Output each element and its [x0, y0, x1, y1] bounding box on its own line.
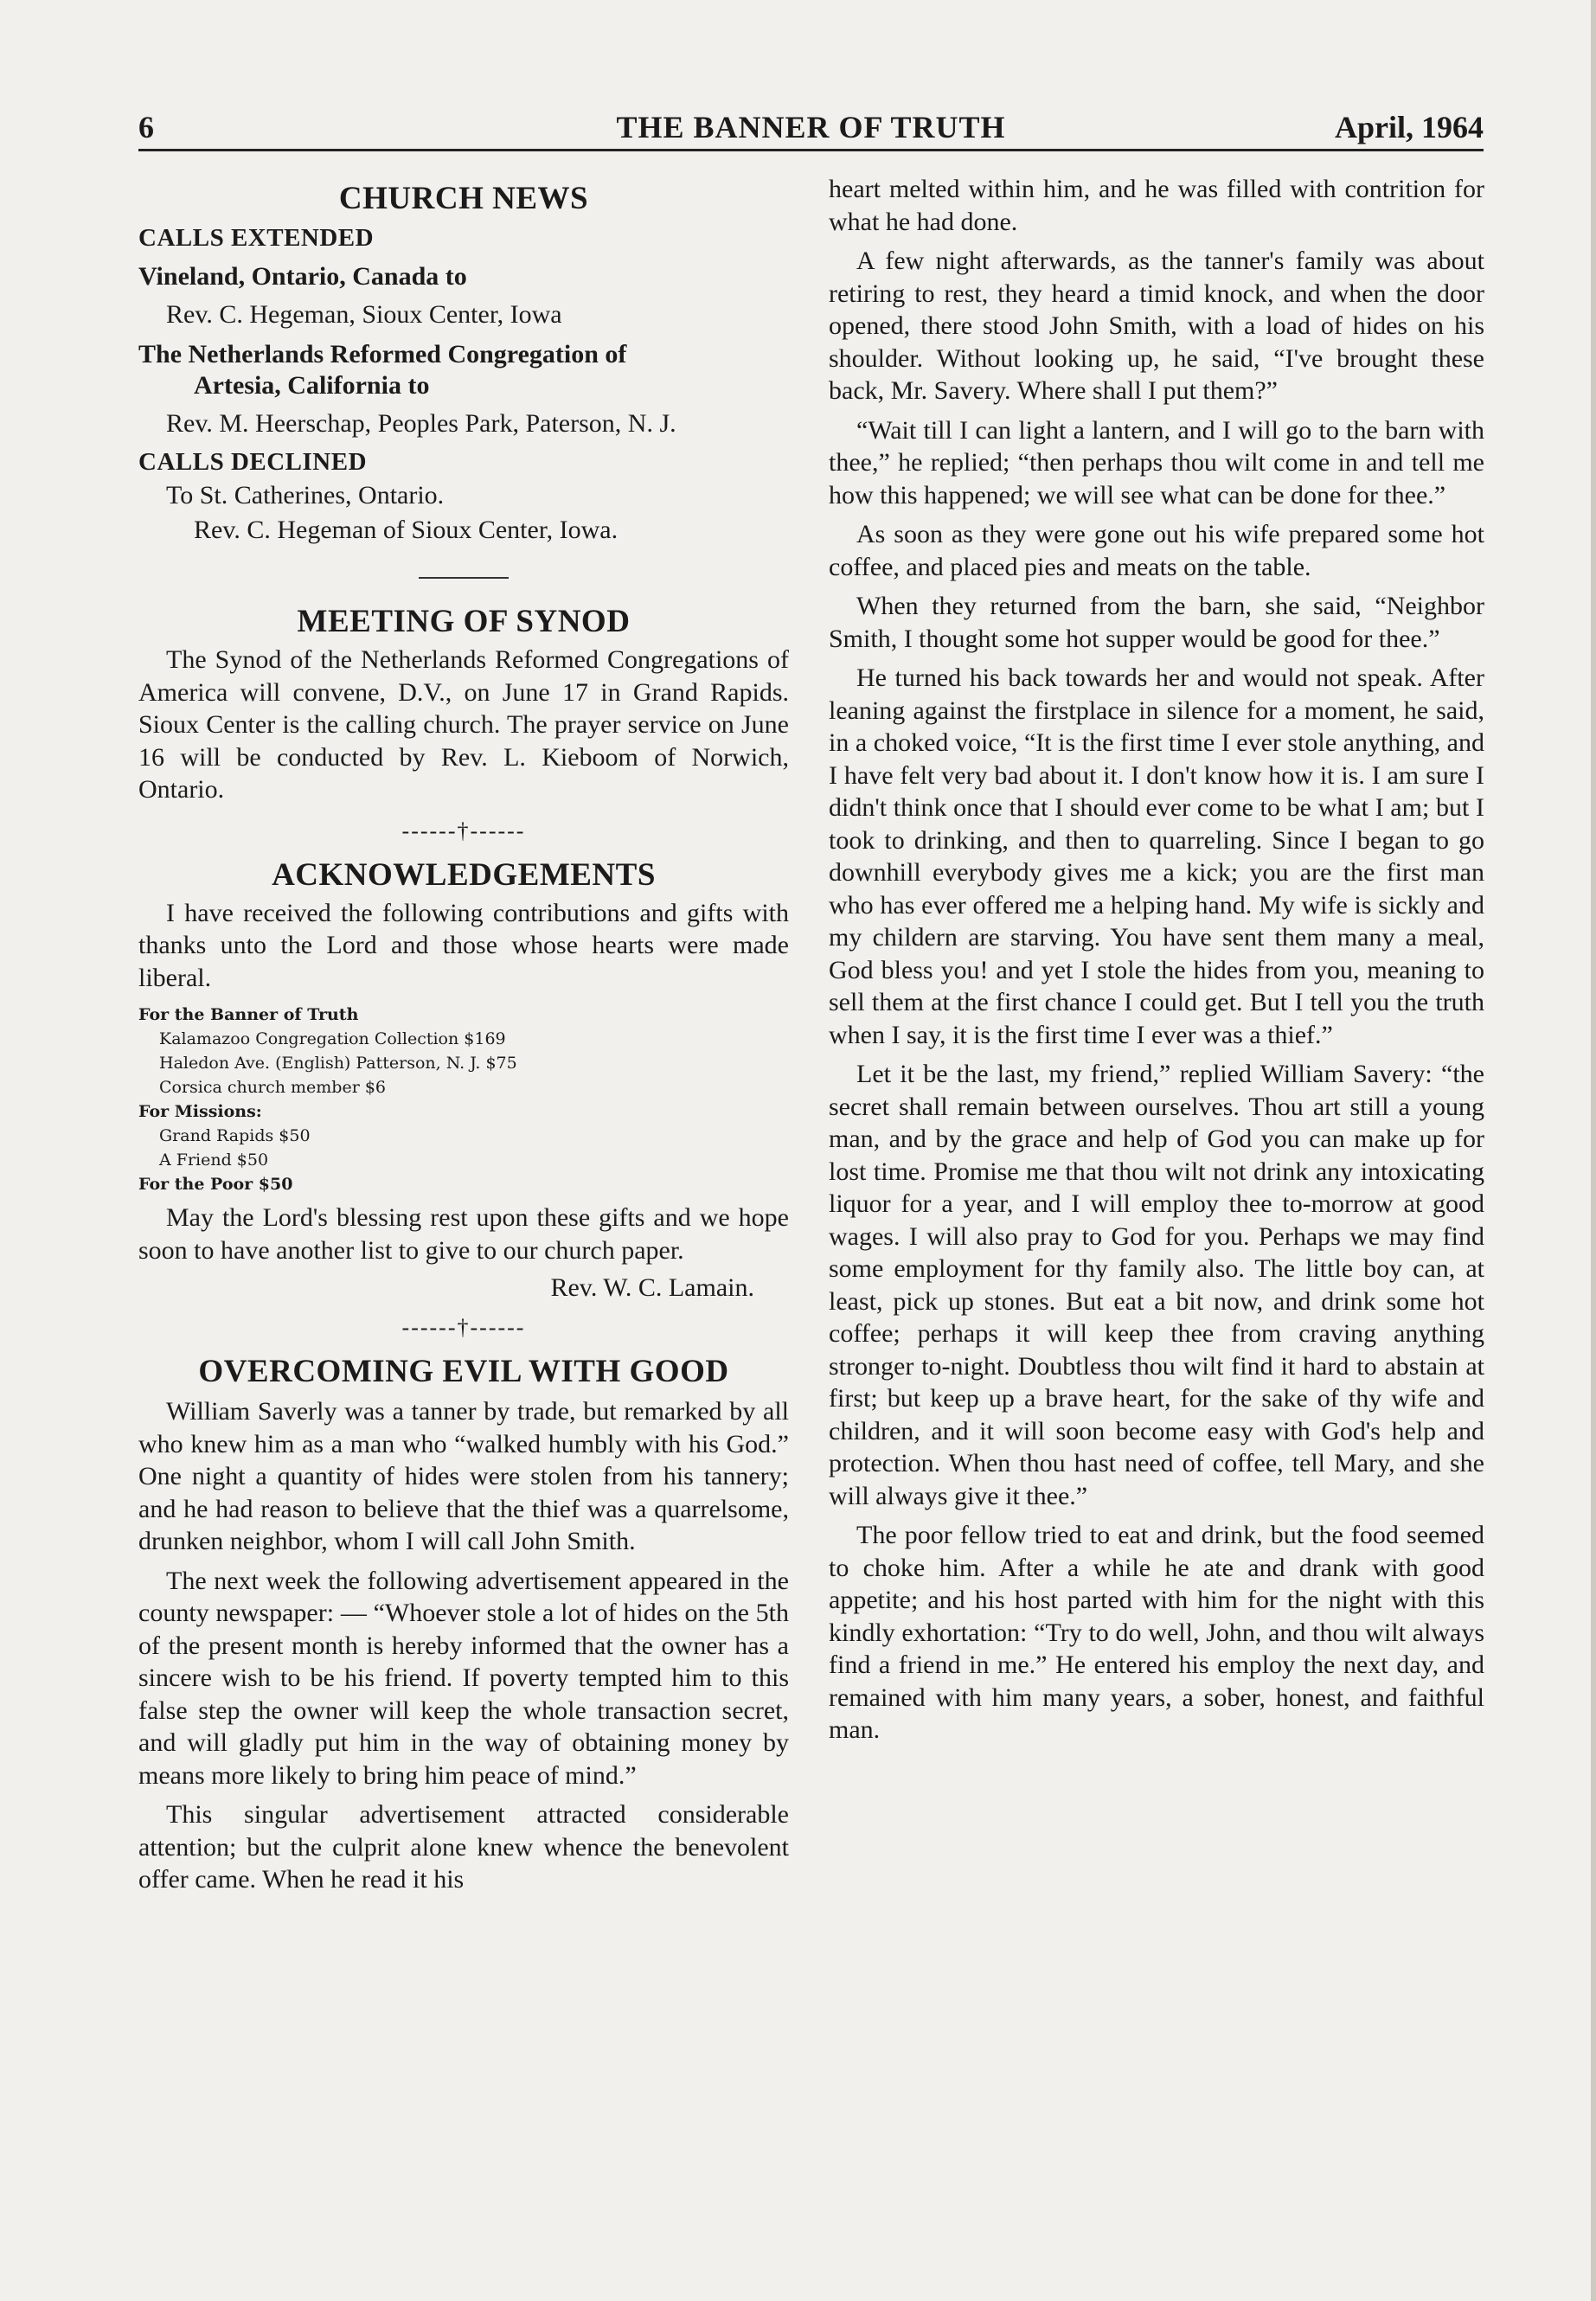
- left-column: [138, 173, 789, 1903]
- issue-date: April, 1964: [1334, 110, 1484, 144]
- church-news-heading: CHURCH NEWS: [338, 181, 589, 216]
- declined-place: To St. Catherines, Ontario.: [166, 481, 445, 510]
- contribution-item: A Friend $50: [159, 1150, 269, 1170]
- cross-divider: ------†------: [401, 1315, 526, 1340]
- page-header: [138, 109, 1484, 151]
- story-paragraph: This singular advertisement attracted considerable attention; but the culprit alone knew whence the benevolent offer came. When he read it his: [138, 1800, 789, 1894]
- publication-title: THE BANNER OF TRUTH: [616, 110, 1006, 144]
- call2-person: Rev. M. Heerschap, Peoples Park, Paterson, N. J.: [166, 409, 676, 438]
- banner-label: For the Banner of Truth: [138, 1005, 359, 1024]
- right-column: [829, 173, 1484, 1753]
- contribution-item: Grand Rapids $50: [159, 1126, 311, 1145]
- calls-extended-heading: CALLS EXTENDED: [138, 224, 375, 252]
- section-divider: [419, 577, 509, 579]
- poor-label: For the Poor $50: [138, 1175, 293, 1194]
- story-paragraph: He turned his back towards her and would not speak. After leaning against the firstplace in silence for a moment, he said, in a choked voice, “It is the first time I ever stole anything, and I have felt very bad about it. I don't know how it is. I am sure I didn't think once that I should ever come to be what I am; but I took to drinking, and then to quarreling. Since I began to go downhill everybody gives me a kick; you are the first man who has ever offered me a helping hand. My wife is sickly and my childern are starving. You have sent them many a meal, God bless you! and yet I stole the hides from you, meaning to sell them at the first chance I could get. But I tell you the truth when I say, it is the first time I ever was a thief.”: [829, 663, 1484, 1049]
- story-paragraph: Let it be the last, my friend,” replied William Savery: “the secret shall remain between ourselves. Thou art still a young man, and by the grace and help of God you can make up for lost time. Promise me that thou wilt not drink any intoxicating liquor for a year, and I will employ thee to-morrow at good wages. I will also pray to God for you. Perhaps we may find some employment for thy family also. The little boy can, at least, pick up stones. But eat a bit now, and drink some hot coffee; perhaps it will keep thee from craving anything stronger to-night. Doubtless thou wilt find it hard to abstain at first; but keep up a brave heart, for the sake of thy wife and children, and it will soon become easy with God's help and protection. When thou hast need of coffee, tell Mary, and she will always give it thee.”: [829, 1060, 1484, 1510]
- declined-person: Rev. C. Hegeman of Sioux Center, Iowa.: [194, 516, 619, 544]
- story-paragraph: A few night afterwards, as the tanner's family was about retiring to rest, they heard a timid knock, and when the door opened, there stood John Smith, with a load of hides on his shoulder. Without looking up, he said, “I've brought these back, Mr. Savery. Where shall I put them?”: [829, 247, 1484, 405]
- synod-body: The Synod of the Netherlands Reformed Congregations of America will convene, D.V., on June 17 in Grand Rapids. Sioux Center is the calling church. The prayer service on June 16 will be conducted by Rev. L. Kieboom of Norwich, Ontario.: [138, 645, 789, 804]
- call1-person: Rev. C. Hegeman, Sioux Center, Iowa: [166, 300, 562, 329]
- story-paragraph: The poor fellow tried to eat and drink, but the food seemed to choke him. After a while he ate and drank with good appetite; and his host parted with him for the night with this kindly exhortation: “Try to do well, John, and thou wilt always find a friend in me.” He entered his employ the next day, and remained with him many years, a sober, honest, and faithful man.: [829, 1521, 1484, 1744]
- story-paragraph: heart melted within him, and he was filled with contrition for what he had done.: [829, 175, 1484, 236]
- story-paragraph: William Saverly was a tanner by trade, but remarked by all who knew him as a man who “walked humbly with his God.” One night a quantity of hides were stolen from his tannery; and he had reason to believe that the thief was a quarrelsome, drunken neighbor, whom I will call John Smith.: [138, 1397, 789, 1555]
- contribution-item: Corsica church member $6: [159, 1078, 386, 1097]
- page-number: 6: [138, 110, 154, 144]
- story-heading: OVERCOMING EVIL WITH GOOD: [198, 1354, 729, 1389]
- acknowledgements-heading: ACKNOWLEDGEMENTS: [272, 856, 656, 893]
- contributions-list: [138, 1003, 789, 1196]
- synod-heading: MEETING OF SYNOD: [297, 604, 631, 639]
- story-paragraph: The next week the following advertisement appeared in the county newspaper: — “Whoever stole a lot of hides on the 5th of the present month is hereby informed that the owner has a sincere wish to be his friend. If poverty tempted him to this false step the owner will keep the whole transaction secret, and will gladly put him in the way of obtaining money by means more likely to bring him peace of mind.”: [138, 1566, 789, 1790]
- story-paragraph: “Wait till I can light a lantern, and I will go to the barn with thee,” he replied; “then perhaps thou wilt come in and tell me how this happened; we will see what can be done for thee.”: [829, 415, 1484, 510]
- acknowledgements-signature: Rev. W. C. Lamain.: [550, 1273, 754, 1302]
- story-paragraph: As soon as they were gone out his wife prepared some hot coffee, and placed pies and meats on the table.: [829, 520, 1484, 581]
- story-paragraph: When they returned from the barn, she said, “Neighbor Smith, I thought some hot supper would be good for thee.”: [829, 592, 1484, 653]
- missions-label: For Missions:: [138, 1102, 262, 1121]
- contribution-item: Kalamazoo Congregation Collection $169: [159, 1029, 506, 1048]
- page-edge: [1591, 0, 1596, 2301]
- call2-place-line1: The Netherlands Reformed Congregation of: [138, 340, 627, 369]
- call2-place-line2: Artesia, California to: [194, 371, 430, 400]
- call1-place: Vineland, Ontario, Canada to: [138, 262, 467, 291]
- calls-declined-heading: CALLS DECLINED: [138, 448, 368, 476]
- acknowledgements-closing: May the Lord's blessing rest upon these gifts and we hope soon to have another list to give to our church paper.: [138, 1203, 789, 1265]
- cross-divider: ------†------: [401, 817, 526, 843]
- header-rule: [138, 149, 1484, 151]
- acknowledgements-intro: I have received the following contributions and gifts with thanks unto the Lord and those whose hearts were made liberal.: [138, 898, 789, 992]
- contribution-item: Haledon Ave. (English) Patterson, N. J. $75: [159, 1054, 517, 1073]
